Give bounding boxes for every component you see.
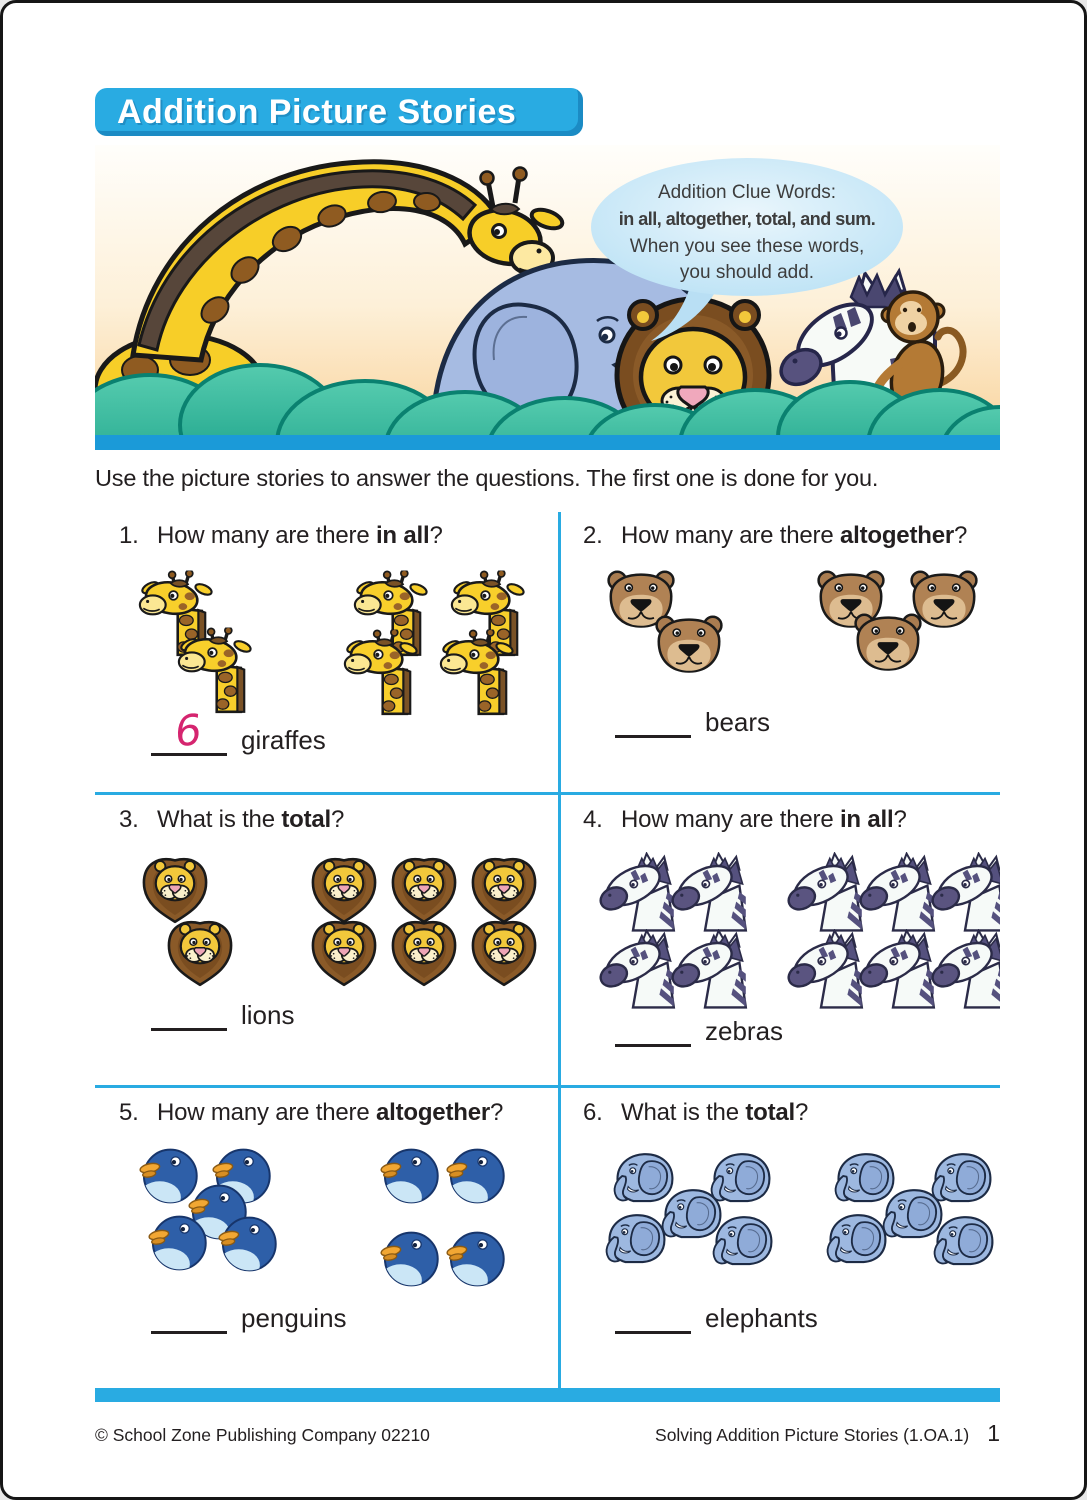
question-cell: [559, 1085, 1000, 1388]
horizontal-divider-1: [95, 792, 1000, 795]
question-suffix: ?: [490, 1099, 504, 1126]
question-suffix: ?: [429, 522, 443, 549]
zebra-icon: [597, 927, 677, 1011]
answer-blank[interactable]: [151, 704, 227, 757]
zebra-icon: [929, 850, 1000, 934]
question-prefix: How many are there: [157, 522, 376, 549]
penguin-cluster: [133, 1143, 284, 1277]
question-keyword: altogether: [375, 1099, 490, 1126]
question-number: 6.: [583, 1099, 603, 1126]
animal-clusters: [597, 566, 994, 702]
header-illustration: [95, 145, 1000, 450]
question-line: [119, 1099, 553, 1127]
question-suffix: ?: [954, 522, 968, 549]
answer-label: bears: [705, 707, 771, 737]
answer-row: [151, 1298, 553, 1334]
elephant-icon: [818, 1204, 896, 1270]
question-prefix: What is the: [157, 806, 282, 833]
question-keyword: total: [281, 806, 331, 833]
question-prefix: How many are there: [621, 806, 840, 833]
answer-blank[interactable]: [151, 995, 227, 1031]
penguin-icon: [374, 1226, 446, 1292]
penguin-icon: [212, 1211, 284, 1277]
question-keyword: altogether: [839, 522, 954, 549]
zebra-icon: [857, 850, 937, 934]
lion-cluster: [302, 850, 546, 987]
question-prefix: What is the: [621, 1099, 746, 1126]
question-keyword: in all: [839, 806, 894, 833]
elephant-icon: [597, 1204, 675, 1270]
question-cell: [559, 508, 1000, 792]
penguin-icon: [142, 1210, 214, 1276]
page-title: Addition Picture Stories: [117, 93, 517, 131]
question-number: 2.: [583, 522, 603, 549]
zebra-icon: [669, 927, 749, 1011]
question-line: [119, 522, 553, 550]
grid-bottom-bar: [95, 1388, 1000, 1402]
bubble-line-1: Addition Clue Words:: [657, 182, 837, 203]
answer-blank[interactable]: [151, 1298, 227, 1334]
bear-cluster: [597, 566, 733, 683]
animal-clusters: [597, 1143, 994, 1298]
question-cell: [95, 792, 559, 1085]
answer-row: [615, 702, 994, 738]
animal-clusters: [597, 850, 994, 1011]
question-number: 4.: [583, 806, 603, 833]
question-line: [583, 522, 994, 550]
zebra-icon: [785, 850, 865, 934]
zebra-icon: [857, 927, 937, 1011]
footer: [95, 1420, 1000, 1447]
penguin-icon: [374, 1143, 446, 1209]
zebra-cluster: [597, 850, 749, 1011]
illustration-bottom-bar: [95, 435, 1000, 450]
lion-cluster: [133, 850, 242, 987]
answer-label: lions: [241, 1000, 295, 1030]
vertical-divider: [558, 512, 561, 1402]
answer-blank[interactable]: [615, 1011, 691, 1047]
question-cell: [559, 792, 1000, 1085]
lion-icon: [462, 913, 546, 987]
answer-label: giraffes: [241, 724, 326, 755]
answer-value: 6: [172, 704, 205, 757]
elephant-cluster: [597, 1143, 782, 1272]
giraffe-icon: [172, 623, 258, 718]
penguin-cluster: [374, 1143, 512, 1292]
answer-label: zebras: [705, 1016, 784, 1047]
question-number: 5.: [119, 1099, 139, 1126]
zoo-illustration: [95, 145, 1000, 450]
answer-row: [615, 1298, 994, 1334]
question-suffix: ?: [795, 1099, 809, 1126]
question-text: [157, 1099, 503, 1127]
question-suffix: ?: [893, 806, 907, 833]
answer-blank[interactable]: [615, 1298, 691, 1334]
question-cell: [95, 1085, 559, 1388]
animal-clusters: [133, 1143, 553, 1298]
page-number: 1: [987, 1420, 1000, 1446]
zebra-icon: [669, 850, 749, 934]
question-keyword: total: [745, 1099, 795, 1126]
question-number: 1.: [119, 522, 139, 549]
question-number: 3.: [119, 806, 139, 833]
bubble-line-4: you should add.: [679, 262, 815, 283]
bubble-line-2: in all, altogether, total, and sum.: [618, 209, 876, 229]
question-prefix: How many are there: [621, 522, 840, 549]
bear-cluster: [807, 566, 987, 681]
animal-clusters: [133, 850, 553, 995]
bear-icon: [645, 611, 733, 683]
lion-icon: [302, 913, 386, 987]
instruction-text: Use the picture stories to answer the questions. The first one is done for you.: [95, 465, 879, 491]
giraffe-cluster: [133, 566, 258, 718]
answer-row: [151, 995, 553, 1031]
footer-title: Solving Addition Picture Stories (1.OA.1): [655, 1425, 970, 1445]
penguin-icon: [440, 1143, 512, 1209]
question-prefix: How many are there: [157, 1099, 376, 1126]
question-text: [621, 1099, 808, 1127]
question-keyword: in all: [375, 522, 430, 549]
elephant-cluster: [818, 1143, 1000, 1272]
giraffe-icon: [338, 625, 424, 720]
question-cell: [95, 508, 559, 792]
zebra-icon: [597, 850, 677, 934]
question-suffix: ?: [331, 806, 345, 833]
question-text: [157, 522, 443, 550]
question-line: [583, 1099, 994, 1127]
question-text: [157, 806, 344, 834]
animal-clusters: [133, 566, 553, 720]
answer-label: elephants: [705, 1303, 818, 1333]
bubble-line-3: When you see these words,: [629, 236, 865, 257]
answer-blank[interactable]: [615, 702, 691, 738]
zebra-icon: [929, 927, 1000, 1011]
zebra-icon: [785, 927, 865, 1011]
zebra-cluster: [785, 850, 1000, 1011]
question-line: [119, 806, 553, 834]
title-banner: [95, 88, 583, 136]
questions-grid: [95, 508, 1000, 1402]
penguin-icon: [440, 1226, 512, 1292]
bear-icon: [844, 609, 932, 681]
answer-row: [151, 704, 553, 757]
giraffe-cluster: [338, 566, 532, 720]
answer-label: penguins: [241, 1303, 347, 1333]
horizontal-divider-2: [95, 1085, 1000, 1088]
copyright-text: © School Zone Publishing Company 02210: [95, 1425, 430, 1445]
giraffe-icon: [434, 625, 520, 720]
elephant-icon: [704, 1206, 782, 1272]
question-line: [583, 806, 994, 834]
elephant-icon: [925, 1206, 1000, 1272]
question-text: [621, 522, 967, 550]
answer-row: [615, 1011, 994, 1047]
lion-icon: [158, 913, 242, 987]
lion-icon: [382, 913, 466, 987]
question-text: [621, 806, 907, 834]
